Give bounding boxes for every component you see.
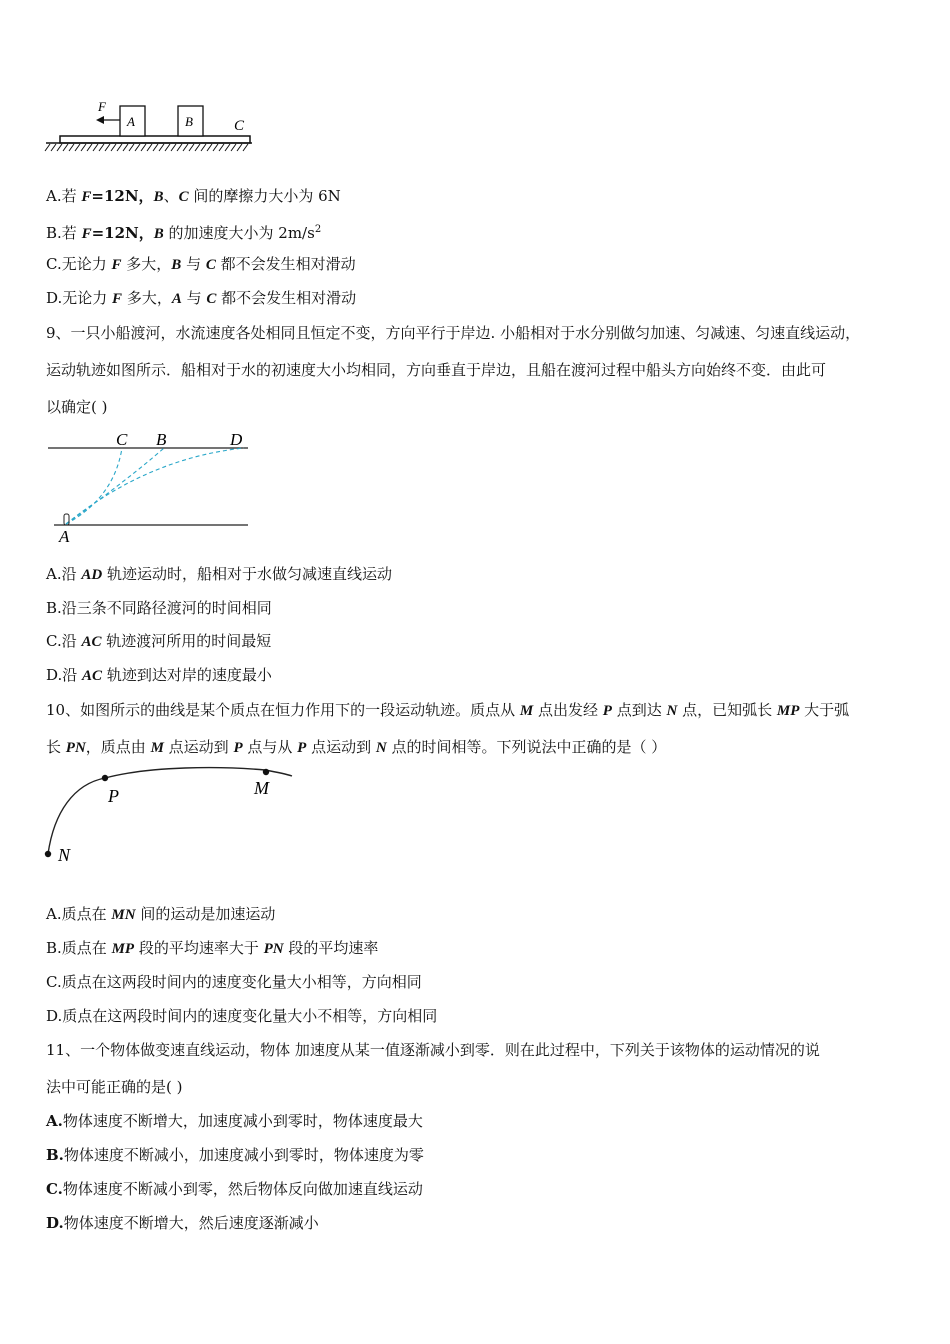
q10-option-b: B.质点在 MP 段的平均速率大于 PN 段的平均速率 [46,939,379,957]
q9-stem-line-1: 9、一只小船渡河，水流速度各处相同且恒定不变，方向平行于岸边. 小船相对于水分别做匀加速、匀减速、匀速直线运动， [46,324,861,342]
force-label: F [98,99,106,114]
q9-option-c: C.沿 AC 轨迹渡河所用的时间最短 [46,632,272,650]
q11-stem-line-1: 11、一个物体做变速直线运动，物体 加速度从某一值逐渐减小到零．则在此过程中，下列关于该物体的运动情况的说 [46,1041,820,1059]
q8-option-a: A.若 F=12N，B、C 间的摩擦力大小为 6N [46,187,341,205]
q10-stem-line-2: 长 PN，质点由 M 点运动到 P 点与从 P 点运动到 N 点的时间相等。下列说法中正确的是（ ） [46,738,667,756]
q11-option-c: C.物体速度不断减小到零，然后物体反向做加速直线运动 [46,1180,423,1198]
point-m-dot [263,769,269,775]
q9-option-a: A.沿 AD 轨迹运动时，船相对于水做匀减速直线运动 [46,565,392,583]
point-p-dot [102,775,108,781]
q10-option-d: D.质点在这两段时间内的速度变化量大小不相等，方向相同 [46,1007,438,1025]
q9-option-d: D.沿 AC 轨迹到达对岸的速度最小 [46,666,272,684]
point-p-label: P [108,786,119,806]
q8-option-b: B.若 F=12N，B 的加速度大小为 $2m/s^2$ [46,224,322,242]
q8-option-c: C.无论力 F 多大，B 与 C 都不会发生相对滑动 [46,255,356,273]
point-c-label: C [116,430,128,449]
point-a-label: A [59,527,70,546]
point-b-label: B [156,430,167,449]
q11-stem-line-2: 法中可能正确的是( ) [46,1078,183,1096]
q8-option-d: D.无论力 F 多大，A 与 C 都不会发生相对滑动 [46,289,357,307]
q11-option-a: A.物体速度不断增大，加速度减小到零时，物体速度最大 [46,1112,423,1130]
point-n-label: N [58,845,71,865]
q9-stem-line-3: 以确定( ) [46,398,108,416]
trajectory-curve-figure [40,760,300,870]
river-crossing-figure [40,428,260,546]
q9-stem-line-2: 运动轨迹如图所示．船相对于水的初速度大小均相同，方向垂直于岸边，且船在渡河过程中船头方向始终不变．由此可 [46,361,827,379]
point-n-dot [45,851,51,857]
plank-c-label: C [234,118,245,134]
point-d-label: D [230,430,243,449]
block-a-label: A [127,114,135,129]
blocks-on-plank-figure [40,96,260,158]
q10-option-a: A.质点在 MN 间的运动是加速运动 [46,905,276,923]
q11-option-b: B.物体速度不断减小，加速度减小到零时，物体速度为零 [46,1146,424,1164]
q10-stem-line-1: 10、如图所示的曲线是某个质点在恒力作用下的一段运动轨迹。质点从 M 点出发经 P 点到达 N 点，已知弧长 MP 大于弧 [46,701,850,719]
q11-option-d: D.物体速度不断增大，然后速度逐渐减小 [46,1214,319,1232]
q10-option-c: C.质点在这两段时间内的速度变化量大小相等，方向相同 [46,973,422,991]
point-m-label: M [254,778,269,798]
block-b-label: B [185,114,193,129]
q9-option-b: B.沿三条不同路径渡河的时间相同 [46,599,272,617]
